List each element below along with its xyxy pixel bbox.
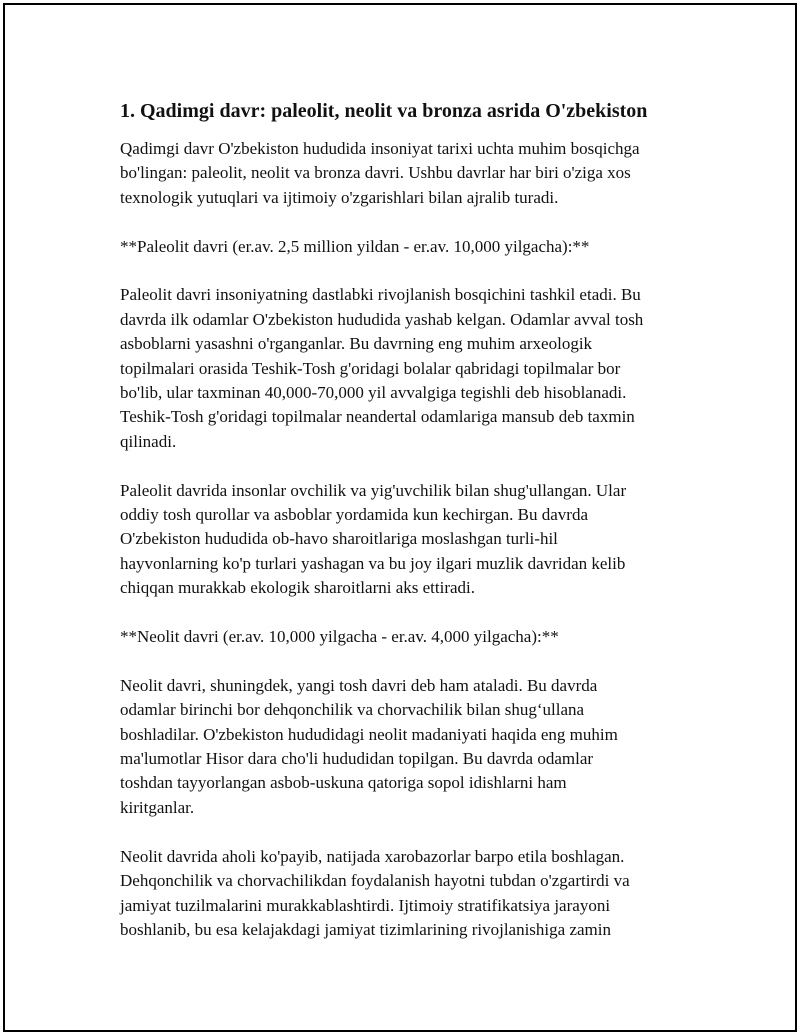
paragraph-neolit-heading: **Neolit davri (er.av. 10,000 yilgacha - er.av. 4,000 yilgacha):** <box>120 627 559 647</box>
paragraph-paleolit-heading: **Paleolit davri (er.av. 2,5 million yildan - er.av. 10,000 yilgacha):** <box>120 236 590 256</box>
paragraph-intro: Qadimgi davr O'zbekiston hududida insoniyat tarixi uchta muhim bosqichga bo'lingan: paleolit, neolit va bronza davri. Ushbu davrlar har biri o'ziga xos texnologik yutuqlari va ijtimoiy o'zgarishlari bilan ajralib turadi. <box>120 139 640 207</box>
page-frame <box>3 3 797 1032</box>
paragraph-neolit-overview: Neolit davri, shuningdek, yangi tosh davri deb ham ataladi. Bu davrda odamlar birinchi bor dehqonchilik va chorvachilik bilan shug‘ullana boshladilar. O'zbekiston hududidagi neolit madaniyati haqida eng muhim ma'lumotlar Hisor dara cho'li hududidan topilgan. Bu davrda odamlar toshdan tayyorlangan asbob-uskuna qatoriga sopol idishlarni ham kiritganlar. <box>120 675 618 817</box>
paragraph-neolit-society: Neolit davrida aholi ko'payib, natijada xarobazorlar barpo etila boshlagan. Dehqonchilik va chorvachilikdan foydalanish hayotni tubdan o'zgartirdi va jamiyat tuzilmalarini murakkablashtirdi. Ijtimoiy stratifikatsiya jarayoni boshlanib, bu esa kelajakdagi jamiyat tizimlarining rivojlanishiga zamin <box>120 846 630 939</box>
paragraph-paleolit-overview: Paleolit davri insoniyatning dastlabki rivojlanish bosqichini tashkil etadi. Bu davrda ilk odamlar O'zbekiston hududida yashab kelgan. Odamlar avval tosh asboblarni yasashni o'rganganlar. Bu davrning eng muhim arxeologik topilmalari orasida Teshik-Tosh g'oridagi bolalar qabridagi topilmalar bor bo'lib, ular taxminan 40,000-70,000 yil avvalgiga tegishli deb hisoblanadi. Teshik-Tosh g'oridagi topilmalar neandertal odamlariga mansub deb taxmin qilinadi. <box>120 285 644 451</box>
section-heading: 1. Qadimgi davr: paleolit, neolit va bronza asrida O'zbekiston <box>120 100 648 122</box>
document-body <box>120 97 680 967</box>
paragraph-paleolit-lifestyle: Paleolit davrida insonlar ovchilik va yig'uvchilik bilan shug'ullangan. Ular oddiy tosh qurollar va asboblar yordamida kun kechirgan. Bu davrda O'zbekiston hududida ob-havo sharoitlariga moslashgan turli-hil hayvonlarning ko'p turlari yashagan va bu joy ilgari muzlik davridan kelib chiqqan murakkab ekologik sharoitlarni aks ettiradi. <box>120 480 627 598</box>
